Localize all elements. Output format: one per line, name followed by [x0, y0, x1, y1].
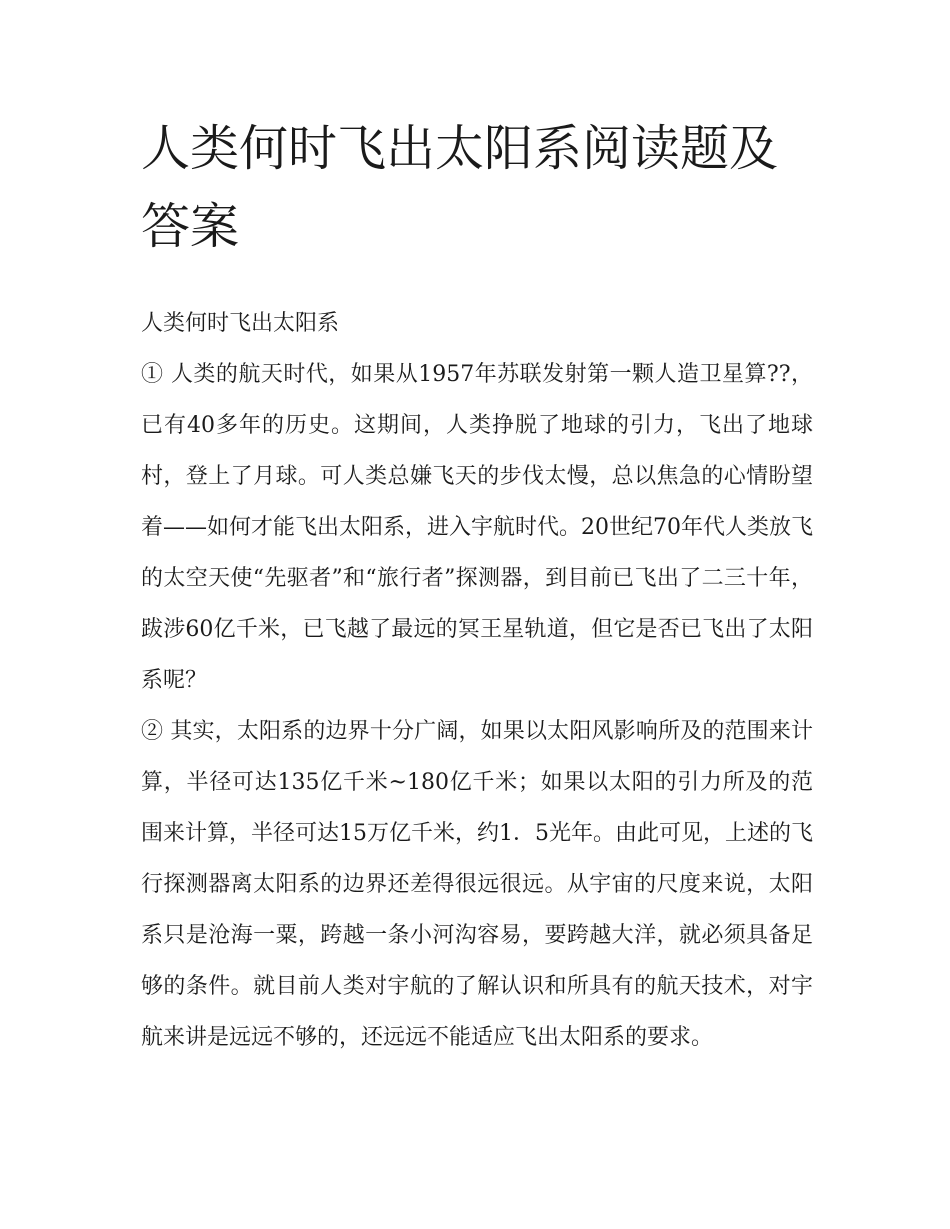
- document-title: 人类何时飞出太阳系阅读题及答案: [141, 120, 779, 255]
- article-heading: 人类何时飞出太阳系: [141, 311, 340, 336]
- document-body: [141, 110, 813, 1063]
- paragraph-1: ① 人类的航天时代，如果从1957年苏联发射第一颗人造卫星算??，已有40多年的历史。这期间，人类挣脱了地球的引力，飞出了地球村，登上了月球。可人类总嫌飞天的步伐太慢，总以焦急的心情盼望着——如何才能飞出太阳系，进入宇航时代。20世纪70年代人类放飞的太空天使“先驱者”和“旅行者”探测器，到目前已飞出了二三十年，跋涉60亿千米，已飞越了最远的冥王星轨道，但它是否已飞出了太阳系呢？: [141, 362, 813, 693]
- paragraph-2: ② 其实，太阳系的边界十分广阔，如果以太阳风影响所及的范围来计算，半径可达135亿千米~180亿千米；如果以太阳的引力所及的范围来计算，半径可达15万亿千米，约1．5光年。由此可见，上述的飞行探测器离太阳系的边界还差得很远很远。从宇宙的尺度来说，太阳系只是沧海一粟，跨越一条小河沟容易，要跨越大洋，就必须具备足够的条件。就目前人类对宇航的了解认识和所具有的航天技术，对宇航来讲是远远不够的，还远远不能适应飞出太阳系的要求。: [141, 719, 813, 1050]
